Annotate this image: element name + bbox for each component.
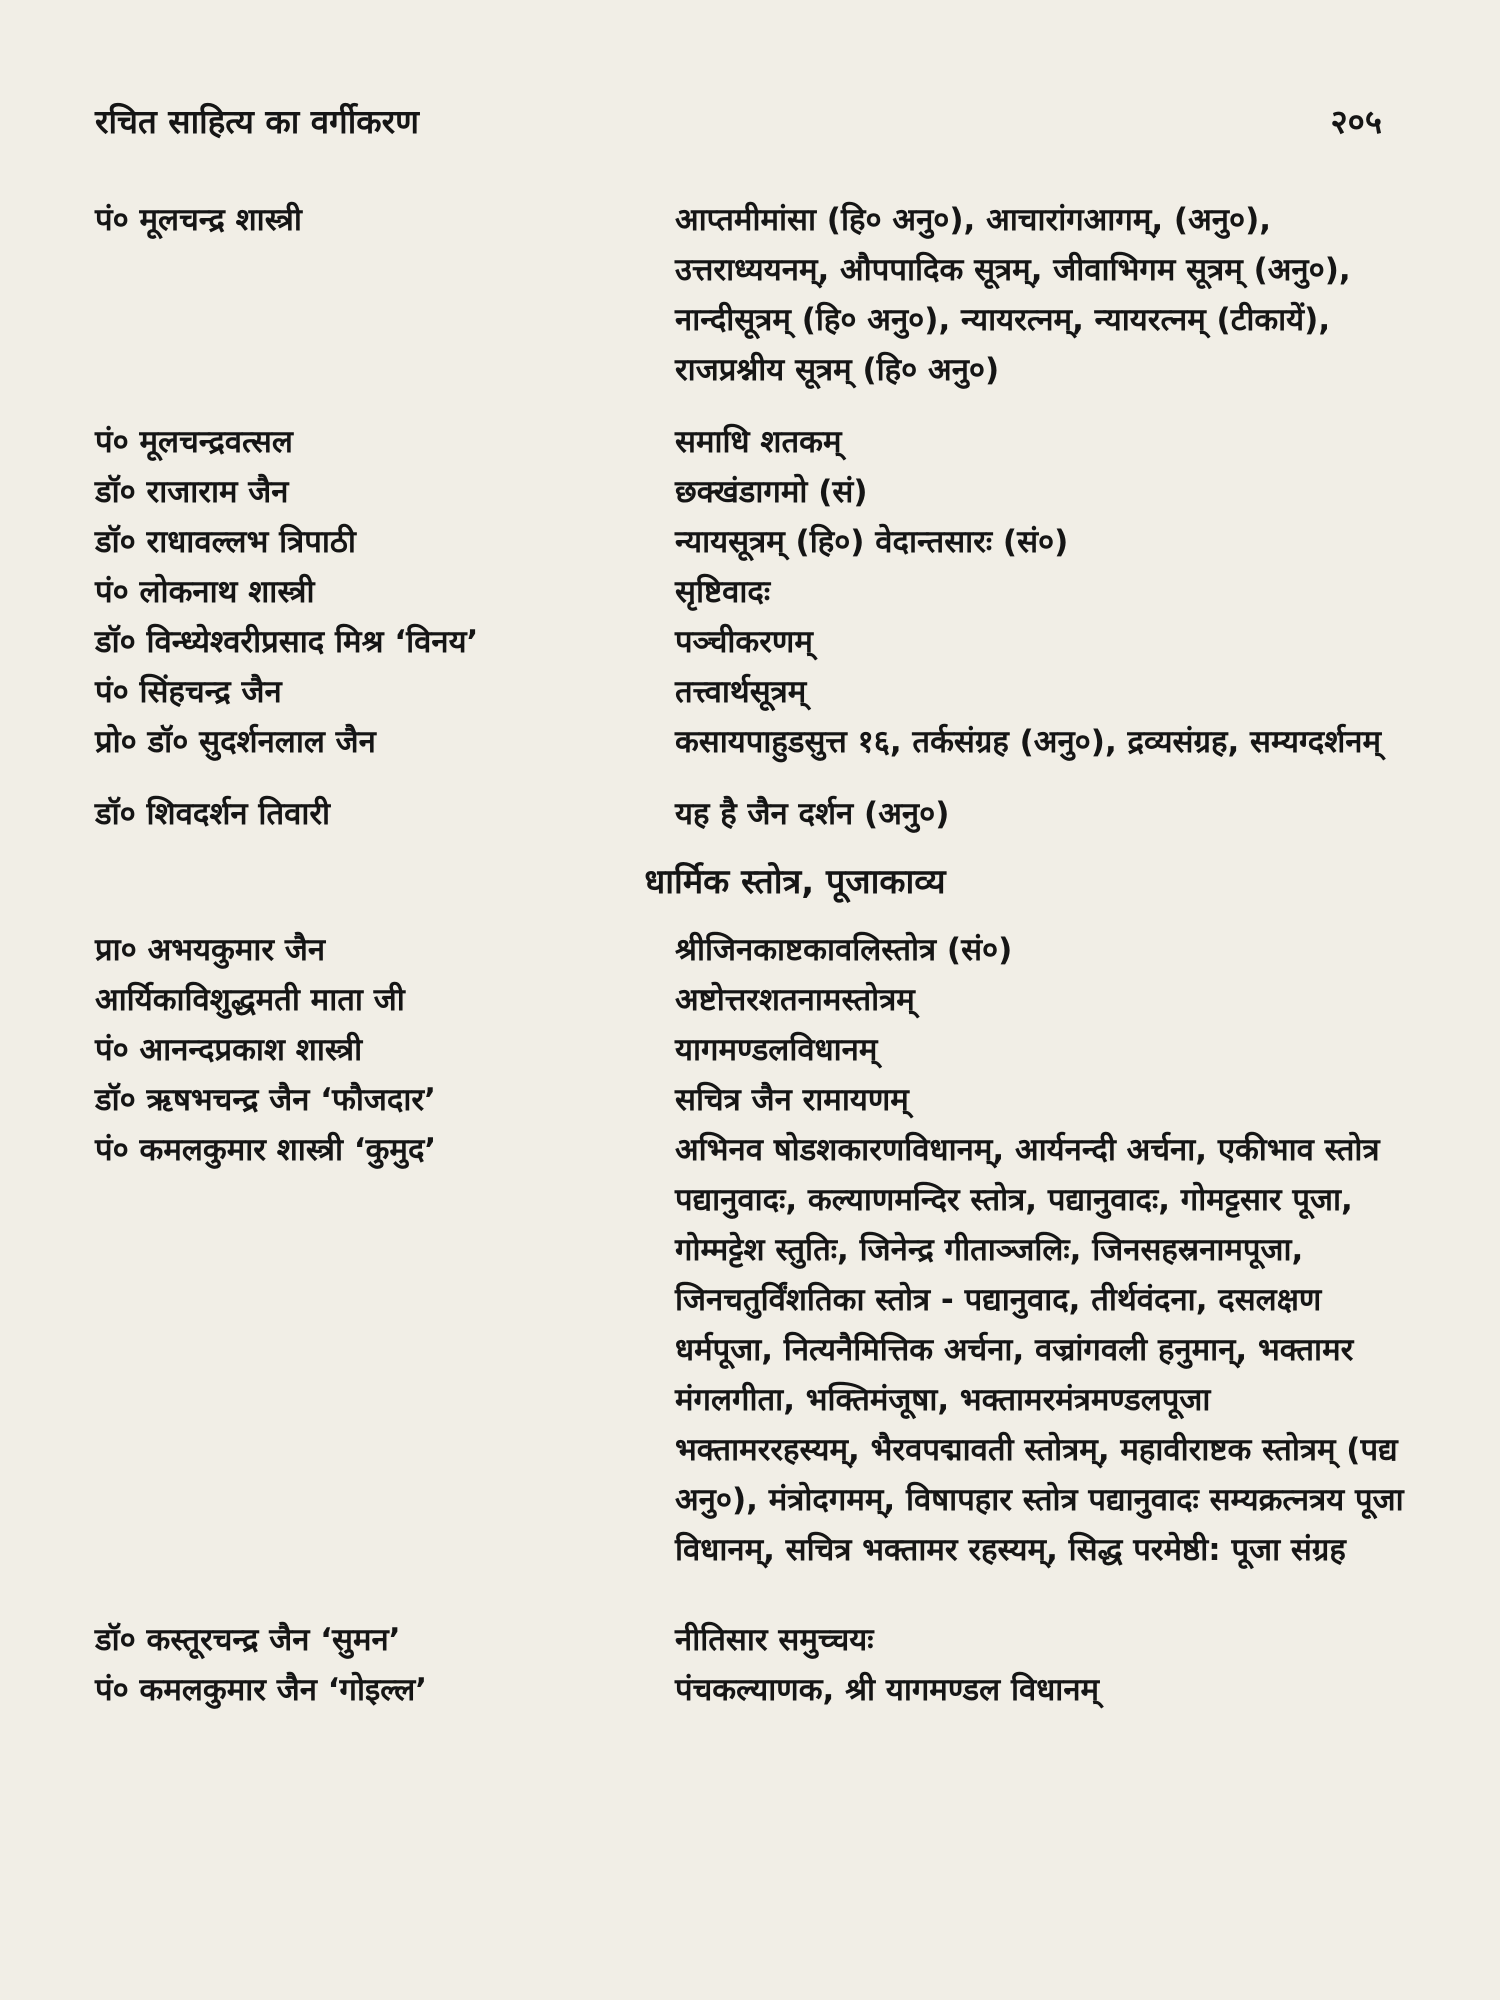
list-item — [95, 717, 1405, 767]
list-item — [95, 617, 1405, 667]
works-text: श्रीजिनकाष्टकावलिस्तोत्र (सं०) — [675, 932, 1013, 968]
running-title: रचित साहित्य का वर्गीकरण — [95, 102, 419, 141]
content — [95, 195, 1405, 1715]
author-name: डॉ० विन्ध्येश्वरीप्रसाद मिश्र ‘विनय’ — [95, 624, 479, 660]
author-name: पं० कमलकुमार शास्त्री ‘कुमुद’ — [95, 1132, 437, 1168]
works-text: न्यायसूत्रम् (हि०) वेदान्तसारः (सं०) — [675, 524, 1069, 560]
list-item — [95, 1125, 1405, 1575]
author-name: डॉ० राजाराम जैन — [95, 474, 289, 510]
author-name: प्रा० अभयकुमार जैन — [95, 932, 326, 968]
section-heading: धार्मिक स्तोत्र, पूजाकाव्य — [644, 862, 946, 902]
page-header — [95, 98, 1382, 143]
works-text: सृष्टिवादः — [675, 574, 771, 610]
works-text: अभिनव षोडशकारणविधानम्, आर्यनन्दी अर्चना, एकीभाव स्तोत्र पद्यानुवादः, कल्याणमन्दिर स्तोत्र, पद्यानुवादः, गोमट्टसार पूजा, गोम्मट्टेश स्तुतिः, जिनेन्द्र गीताञ्जलिः, जिनसहस्रनामपूजा, जिनचतुर्विंशतिका स्तोत्र - पद्यानुवाद, तीर्थवंदना, दसलक्षण धर्मपूजा, नित्यनैमित्तिक अर्चना, वज्रांगवली हनुमान्, भक्तामर मंगलगीता, भक्तिमंजूषा, भक्तामरमंत्रमण्डलपूजा भक्तामररहस्यम्, भैरवपद्मावती स्तोत्रम्, महावीराष्टक स्तोत्रम् (पद्य अनु०), मंत्रोदगमम्, विषापहार स्तोत्र पद्यानुवादः सम्यक्रत्नत्रय पूजा विधानम्, सचित्र भक्तामर रहस्यम्, सिद्ध परमेष्ठी: पूजा संग्रह — [675, 1132, 1404, 1568]
list-item — [95, 975, 1405, 1025]
works-text: आप्तमीमांसा (हि० अनु०), आचारांगआगम्, (अनु०), उत्तराध्ययनम्, औपपादिक सूत्रम्, जीवाभिगम सूत्रम् (अनु०), नान्दीसूत्रम् (हि० अनु०), न्यायरत्नम्, न्यायरत्नम् (टीकायें), राजप्रश्नीय सूत्रम् (हि० अनु०) — [675, 202, 1351, 388]
page-number: २०५ — [1330, 102, 1382, 141]
author-name: पं० कमलकुमार जैन ‘गोइल्ल’ — [95, 1672, 427, 1708]
works-text: तत्त्वार्थसूत्रम् — [675, 674, 807, 710]
list-item — [95, 467, 1405, 517]
author-name: पं० मूलचन्द्रवत्सल — [95, 424, 293, 460]
works-text: कसायपाहुडसुत्त १६, तर्कसंग्रह (अनु०), द्रव्यसंग्रह, सम्यग्दर्शनम् — [675, 724, 1382, 760]
list-item — [95, 1025, 1405, 1075]
author-name: पं० मूलचन्द्र शास्त्री — [95, 202, 302, 238]
works-text: समाधि शतकम् — [675, 424, 842, 460]
list-item — [95, 417, 1405, 467]
author-name: पं० सिंहचन्द्र जैन — [95, 674, 282, 710]
list-item — [95, 667, 1405, 717]
works-text: छक्खंडागमो (सं) — [675, 474, 868, 510]
works-text: नीतिसार समुच्चयः — [675, 1622, 874, 1658]
works-text: यागमण्डलविधानम् — [675, 1032, 878, 1068]
works-text: यह है जैन दर्शन (अनु०) — [675, 796, 950, 832]
works-text: सचित्र जैन रामायणम् — [675, 1082, 909, 1118]
author-name: डॉ० ऋषभचन्द्र जैन ‘फौजदार’ — [95, 1082, 436, 1118]
author-name: आर्यिकाविशुद्धमती माता जी — [95, 982, 405, 1018]
list-item — [95, 789, 1405, 839]
section-1-list — [95, 195, 1405, 839]
author-name: डॉ० शिवदर्शन तिवारी — [95, 796, 331, 832]
section-2-list — [95, 925, 1405, 1715]
author-name: प्रो० डॉ० सुदर्शनलाल जैन — [95, 724, 376, 760]
list-item — [95, 567, 1405, 617]
works-text: पंचकल्याणक, श्री यागमण्डल विधानम् — [675, 1672, 1100, 1708]
list-item — [95, 925, 1405, 975]
works-text: अष्टोत्तरशतनामस्तोत्रम् — [675, 982, 915, 1018]
author-name: पं० आनन्दप्रकाश शास्त्री — [95, 1032, 363, 1068]
list-item — [95, 1075, 1405, 1125]
author-name: पं० लोकनाथ शास्त्री — [95, 574, 315, 610]
list-item — [95, 1615, 1405, 1665]
works-text: पञ्चीकरणम् — [675, 624, 813, 660]
list-item — [95, 195, 1405, 395]
list-item — [95, 1665, 1405, 1715]
author-name: डॉ० राधावल्लभ त्रिपाठी — [95, 524, 356, 560]
author-name: डॉ० कस्तूरचन्द्र जैन ‘सुमन’ — [95, 1622, 401, 1658]
list-item — [95, 517, 1405, 567]
